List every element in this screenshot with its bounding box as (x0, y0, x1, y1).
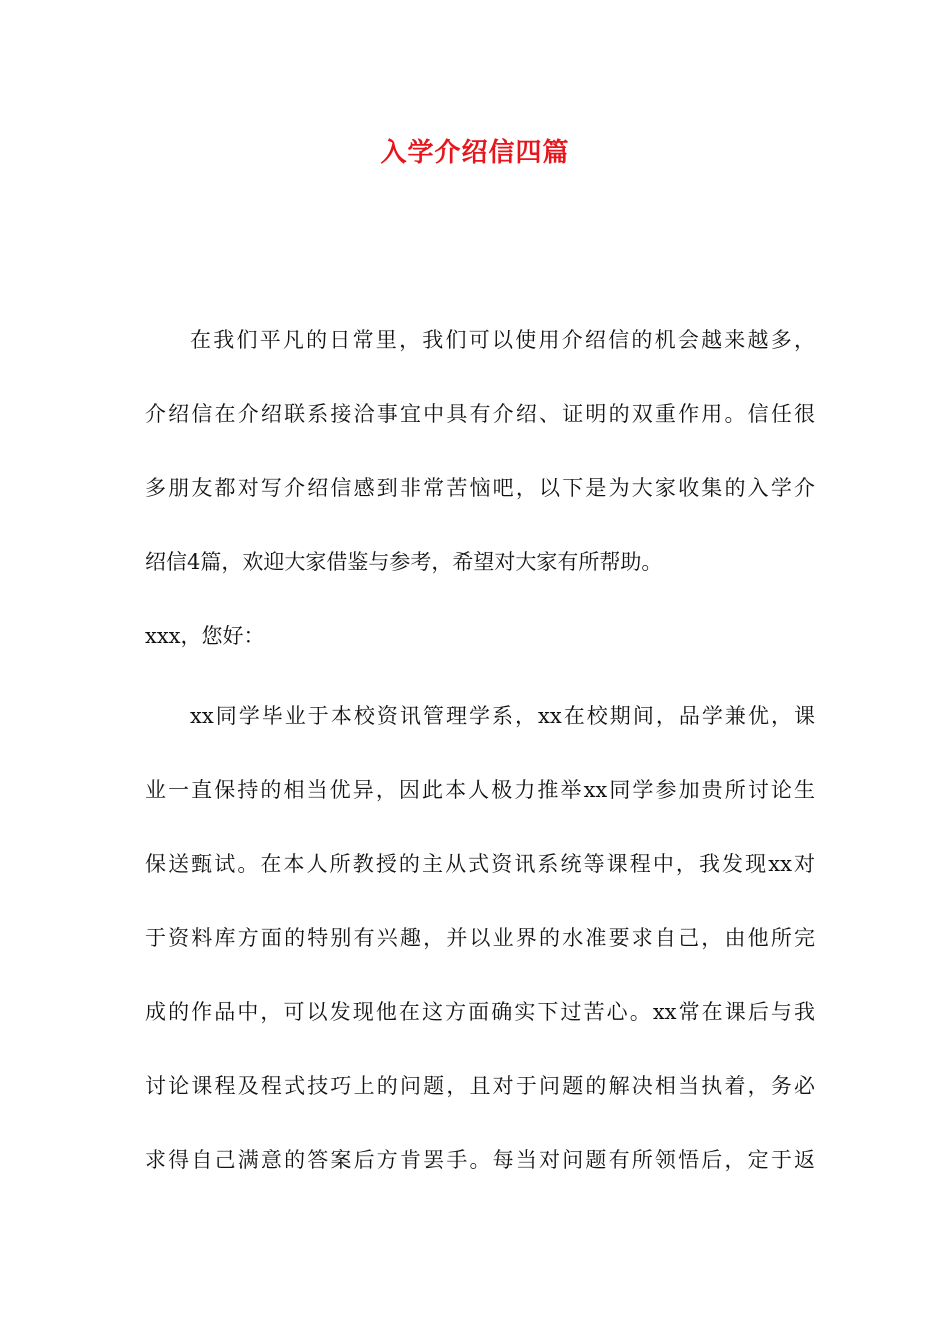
letter-line-1: xx同学毕业于本校资讯管理学系，xx在校期间，品学兼优，课 (190, 704, 815, 728)
letter-line-6: 讨论课程及程式技巧上的问题，且对于问题的解决相当执着，务必 (145, 1074, 815, 1098)
intro-line-1: 在我们平凡的日常里，我们可以使用介绍信的机会越来越多， (190, 328, 815, 352)
letter-line-2: 业一直保持的相当优异，因此本人极力推举xx同学参加贵所讨论生 (145, 778, 815, 802)
letter-line-7: 求得自己满意的答案后方肯罢手。每当对问题有所领悟后，定于返 (145, 1148, 815, 1172)
intro-line-4: 绍信4篇，欢迎大家借鉴与参考，希望对大家有所帮助。 (145, 550, 663, 574)
intro-line-2: 介绍信在介绍联系接洽事宜中具有介绍、证明的双重作用。信任很 (145, 402, 815, 426)
salutation: xxx，您好： (145, 624, 265, 648)
intro-line-3: 多朋友都对写介绍信感到非常苦恼吧，以下是为大家收集的入学介 (145, 476, 815, 500)
letter-line-4: 于资料库方面的特别有兴趣，并以业界的水准要求自己，由他所完 (145, 926, 815, 950)
letter-line-5: 成的作品中，可以发现他在这方面确实下过苦心。xx常在课后与我 (145, 1000, 815, 1024)
document-title: 入学介绍信四篇 (380, 138, 570, 168)
letter-line-3: 保送甄试。在本人所教授的主从式资讯系统等课程中，我发现xx对 (145, 852, 815, 876)
